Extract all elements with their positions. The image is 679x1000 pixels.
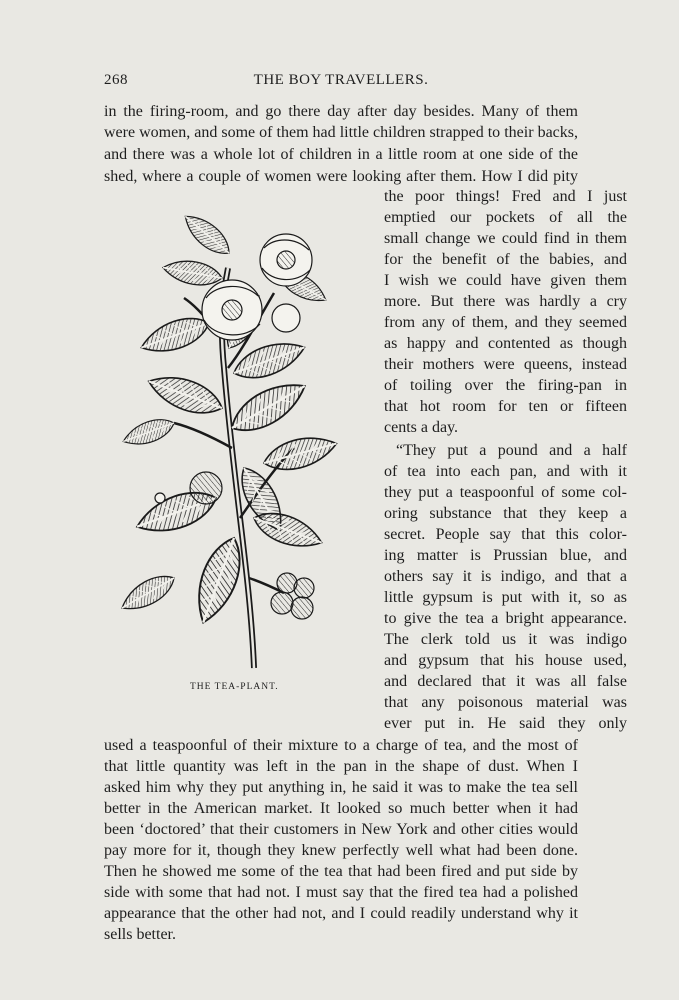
page-header bbox=[104, 72, 578, 94]
text-line: sells better. bbox=[104, 926, 176, 943]
text-line: been ‘doctored’ that their customers in New York and other cities would bbox=[104, 821, 578, 838]
text-line: used a teaspoonful of their mixture to a charge of tea, and the most of bbox=[104, 737, 578, 754]
text-line: better in the American market. It looked so much better when it had bbox=[104, 800, 578, 817]
text-line: to give the tea a bright appearance. bbox=[384, 610, 627, 627]
text-line: the poor things! Fred and I just bbox=[384, 188, 627, 205]
text-line: and gypsum that his house used, bbox=[384, 652, 627, 669]
text-line: ever put in. He said they only bbox=[384, 715, 627, 732]
text-line: and declared that it was all false bbox=[384, 673, 627, 690]
tea-plant-illustration bbox=[104, 198, 376, 678]
text-line: in the firing-room, and go there day after day besides. Many of them bbox=[104, 103, 578, 120]
text-line: of toiling over the firing-pan in bbox=[384, 377, 627, 394]
running-head: THE BOY TRAVELLERS. bbox=[253, 72, 429, 88]
text-line: Then he showed me some of the tea that had been fired and put side by bbox=[104, 863, 578, 880]
text-line: side with some that had not. I must say that the fired tea had a polished bbox=[104, 884, 578, 901]
text-line: were women, and some of them had little children strapped to their backs, bbox=[104, 124, 578, 141]
text-line: others say it is indigo, and that a bbox=[384, 568, 627, 585]
text-line: their mothers were queens, instead bbox=[384, 356, 627, 373]
text-line: “They put a pound and a half bbox=[396, 442, 627, 459]
text-line: from any of them, and they seemed bbox=[384, 314, 627, 331]
text-line: pay more for it, though they knew perfectly well what had been done. bbox=[104, 842, 578, 859]
text-line: as happy and contented as though bbox=[384, 335, 627, 352]
text-line: small change we could find in them bbox=[384, 230, 627, 247]
text-line: secret. People say that this color- bbox=[384, 526, 627, 543]
text-line: that any poisonous material was bbox=[384, 694, 627, 711]
text-line: ing matter is Prussian blue, and bbox=[384, 547, 627, 564]
text-line: little gypsum is put with it, so as bbox=[384, 589, 627, 606]
text-line: cents a day. bbox=[384, 419, 459, 436]
text-line: and there was a whole lot of children in a little room at one side of the bbox=[104, 146, 578, 163]
text-line: emptied our pockets of all the bbox=[384, 209, 627, 226]
text-line: that little quantity was left in the pan in the shape of dust. When I bbox=[104, 758, 578, 775]
text-line: more. But there was hardly a cry bbox=[384, 293, 627, 310]
text-line: asked him why they put anything in, he said it was to make the tea sell bbox=[104, 779, 578, 796]
text-line: of tea into each pan, and with it bbox=[384, 463, 627, 480]
text-line: oring substance that they keep a bbox=[384, 505, 627, 522]
text-line: for the benefit of the babies, and bbox=[384, 251, 627, 268]
figure-caption: THE TEA-PLANT. bbox=[190, 682, 279, 692]
text-line: they put a teaspoonful of some col- bbox=[384, 484, 627, 501]
text-line: appearance that the other had not, and I could readily understand why it bbox=[104, 905, 578, 922]
text-line: The clerk told us it was indigo bbox=[384, 631, 627, 648]
text-line: I wish we could have given them bbox=[384, 272, 627, 289]
text-line: that hot room for ten or fifteen bbox=[384, 398, 627, 415]
text-line: shed, where a couple of women were looking after them. How I did pity bbox=[104, 168, 578, 185]
page-number: 268 bbox=[104, 72, 128, 88]
